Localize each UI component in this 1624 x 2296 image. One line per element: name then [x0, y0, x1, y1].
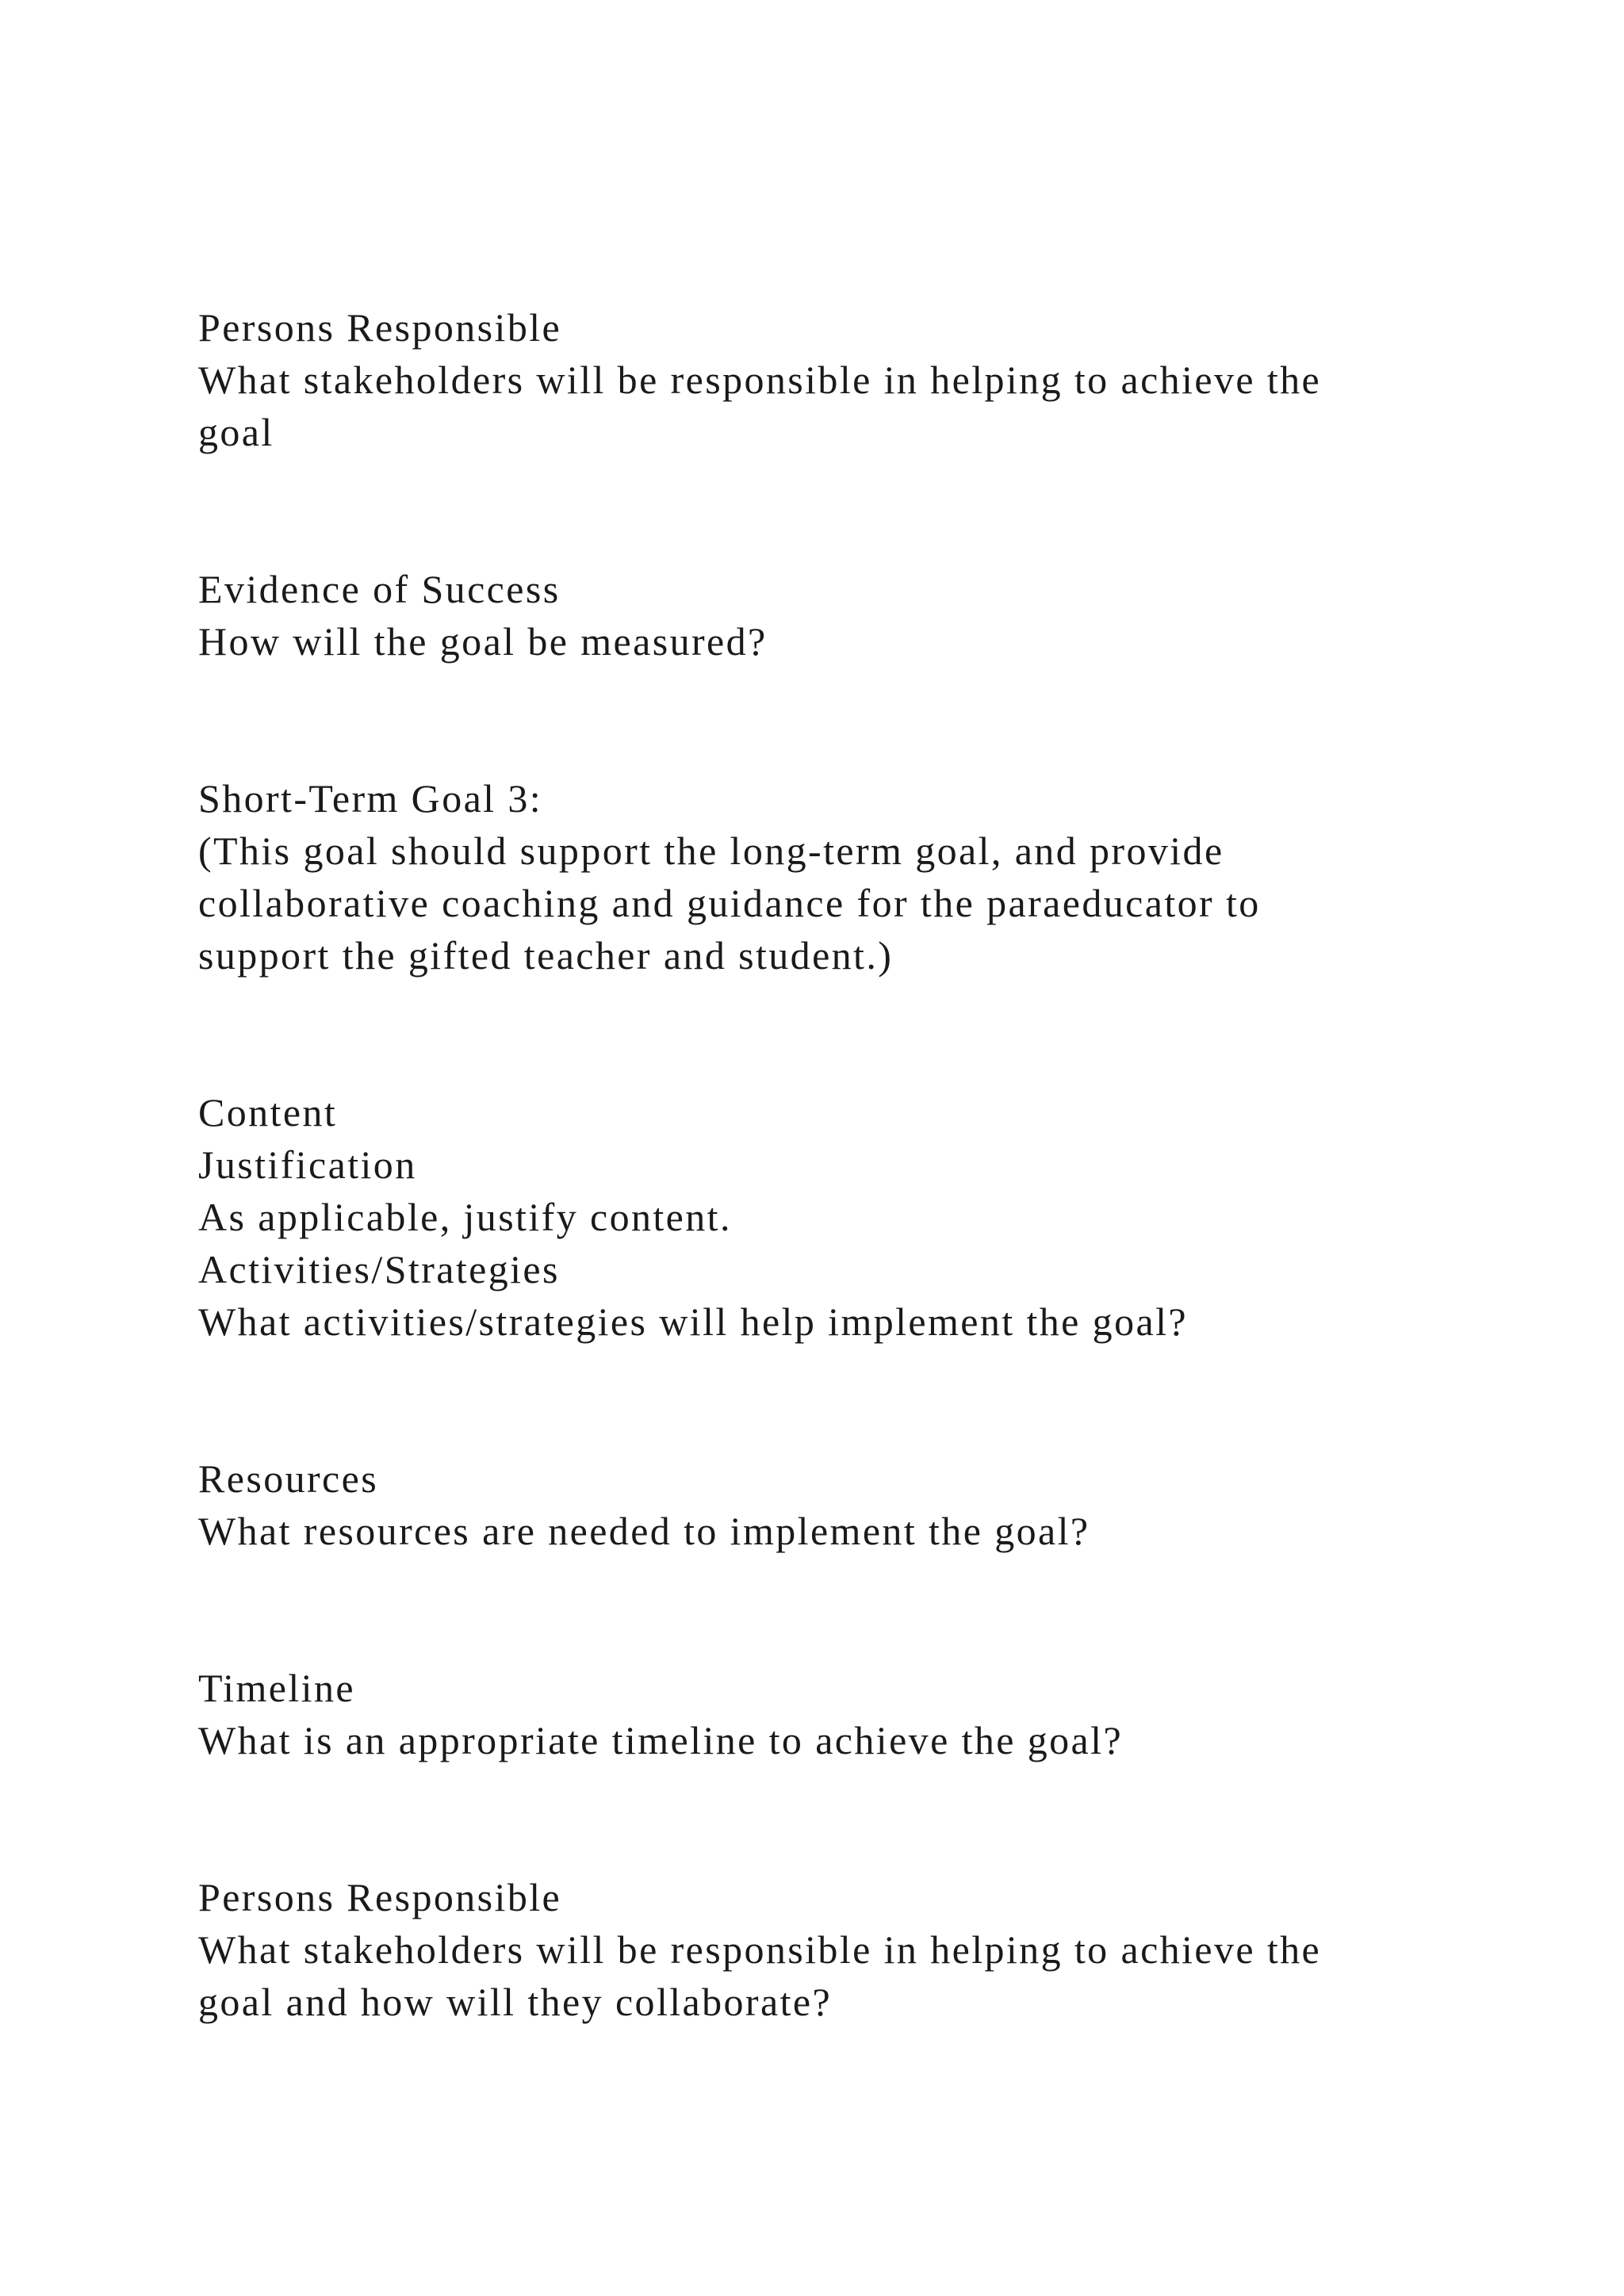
section-heading-short-term-goal-3: Short-Term Goal 3:	[198, 776, 543, 821]
section-prompt-persons-responsible-2: What stakeholders will be responsible in helping to achieve the	[198, 1927, 1322, 1972]
section-heading-justification: Justification	[198, 1142, 417, 1187]
section-heading-persons-responsible-2: Persons Responsible	[198, 1875, 562, 1919]
section-heading-resources: Resources	[198, 1456, 379, 1501]
section-prompt-persons-responsible-2-cont: goal and how will they collaborate?	[198, 1980, 833, 2024]
section-prompt-resources: What resources are needed to implement the goal?	[198, 1509, 1090, 1553]
section-heading-evidence-of-success: Evidence of Success	[198, 567, 561, 611]
goal-description-line-2: collaborative coaching and guidance for the paraeducator to	[198, 881, 1261, 925]
section-prompt-justification: As applicable, justify content.	[198, 1195, 732, 1239]
goal-description-line-3: support the gifted teacher and student.)	[198, 933, 894, 978]
section-heading-activities-strategies: Activities/Strategies	[198, 1247, 560, 1292]
section-heading-timeline: Timeline	[198, 1666, 355, 1710]
section-prompt-activities-strategies: What activities/strategies will help implement the goal?	[198, 1299, 1188, 1344]
section-heading-persons-responsible: Persons Responsible	[198, 305, 562, 350]
section-heading-content: Content	[198, 1090, 338, 1135]
section-prompt-timeline: What is an appropriate timeline to achieve the goal?	[198, 1718, 1124, 1762]
goal-description-line-1: (This goal should support the long-term goal, and provide	[198, 828, 1224, 873]
section-prompt-persons-responsible-cont: goal	[198, 410, 274, 454]
section-prompt-persons-responsible: What stakeholders will be responsible in helping to achieve the	[198, 358, 1322, 402]
section-prompt-evidence-of-success: How will the goal be measured?	[198, 619, 768, 664]
